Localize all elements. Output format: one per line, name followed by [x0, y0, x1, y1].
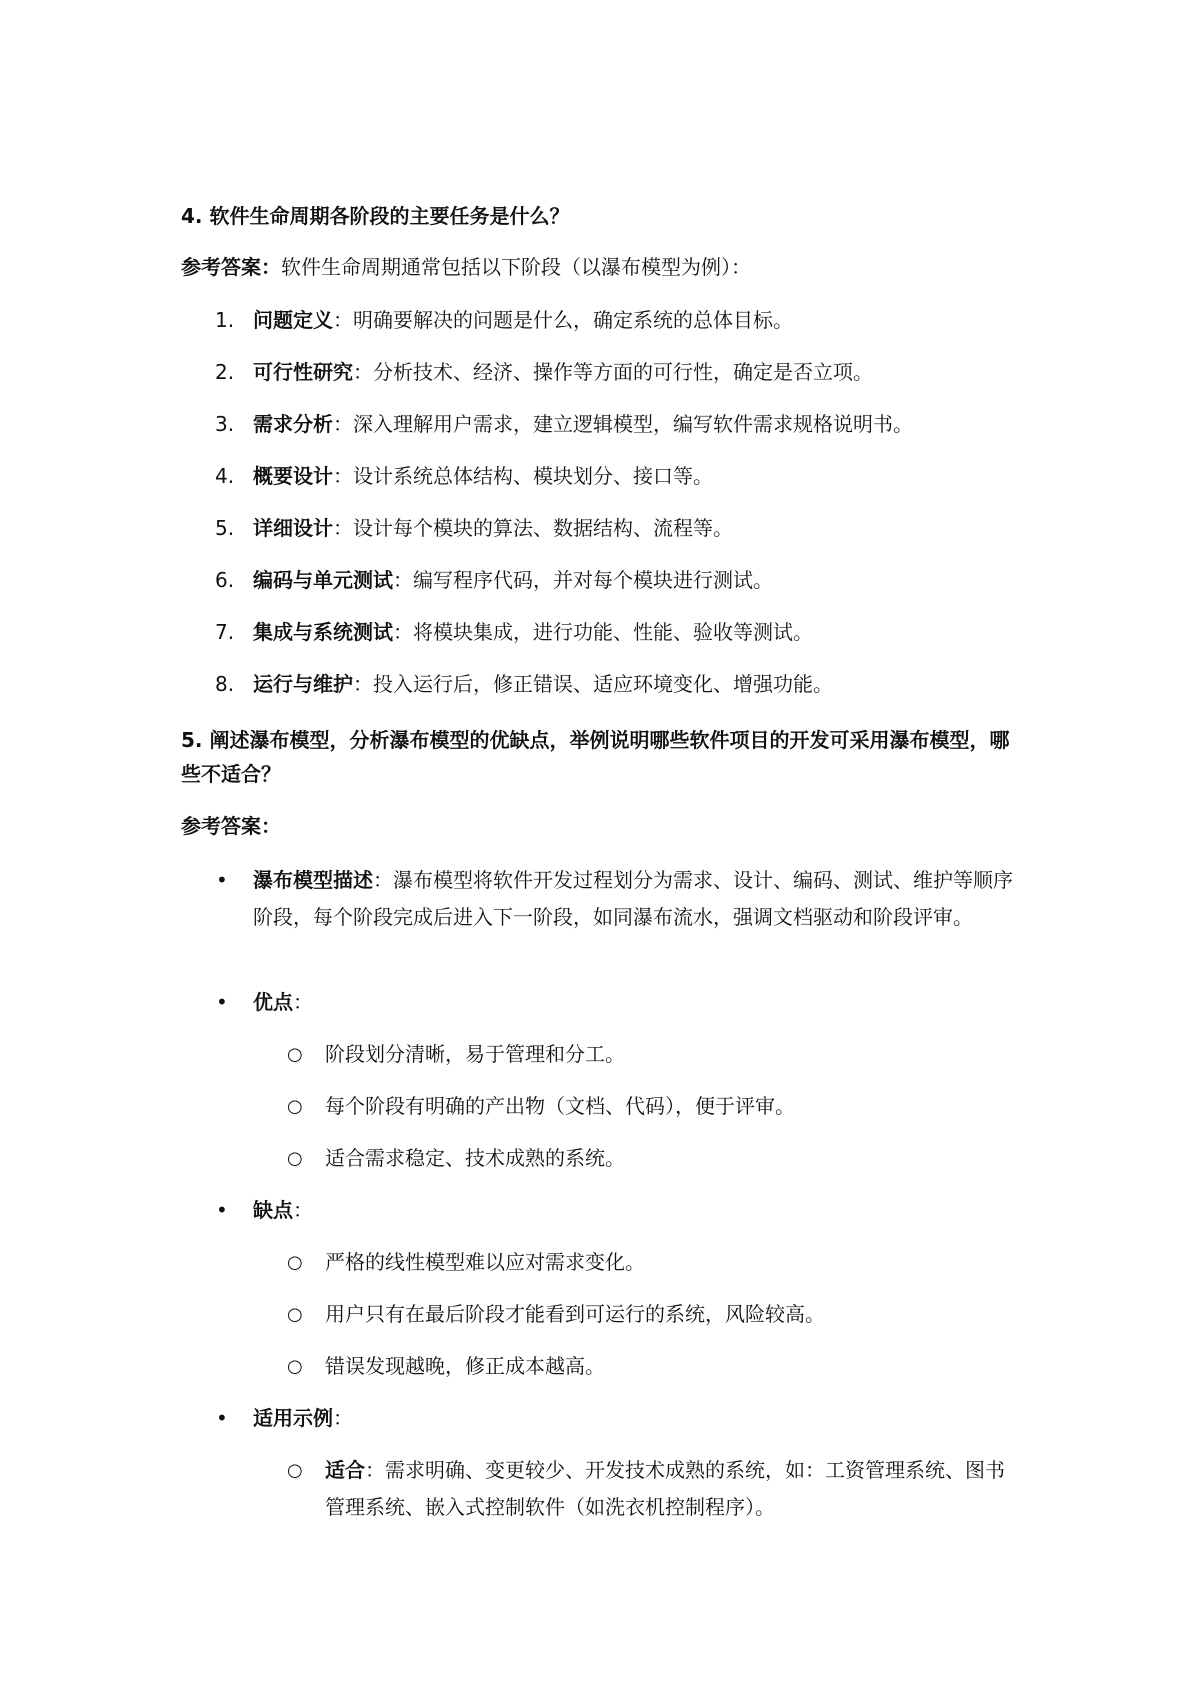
item-term: 优点 [253, 990, 293, 1014]
list-item [253, 562, 1013, 599]
list-number: 6. [215, 568, 235, 592]
list-number: 2. [215, 360, 235, 384]
list-number: 3. [215, 412, 235, 436]
bullet-icon: • [216, 1198, 228, 1222]
circle-bullet-icon: ○ [287, 1148, 303, 1169]
sub-item: 每个阶段有明确的产出物（文档、代码），便于评审。 [325, 1094, 795, 1118]
circle-bullet-icon: ○ [287, 1460, 303, 1481]
item-desc: ：设计系统总体结构、模块划分、接口等。 [333, 464, 713, 488]
list-number: 8. [215, 672, 235, 696]
circle-bullet-icon: ○ [287, 1304, 303, 1325]
item-term: 适合 [325, 1458, 365, 1482]
answer-intro: 软件生命周期通常包括以下阶段（以瀑布模型为例）： [281, 255, 751, 279]
item-term: 详细设计 [253, 516, 333, 540]
circle-bullet-icon: ○ [287, 1356, 303, 1377]
item-desc: ：设计每个模块的算法、数据结构、流程等。 [333, 516, 733, 540]
sub-item: 用户只有在最后阶段才能看到可运行的系统，风险较高。 [325, 1302, 825, 1326]
list-item [253, 1192, 1013, 1229]
circle-bullet-icon: ○ [287, 1096, 303, 1117]
list-number: 4. [215, 464, 235, 488]
list-item [253, 984, 1013, 1021]
answer-label: 参考答案： [181, 255, 281, 279]
item-term: 瀑布模型描述 [253, 868, 373, 892]
sub-item: 错误发现越晚，修正成本越高。 [325, 1354, 605, 1378]
sub-item: 适合需求稳定、技术成熟的系统。 [325, 1146, 625, 1170]
item-colon: ： [293, 990, 313, 1014]
item-desc: ：需求明确、变更较少、开发技术成熟的系统，如：工资管理系统、图书管理系统、嵌入式控制软件（如洗衣机控制程序）。 [325, 1458, 1005, 1519]
bullet-icon: • [216, 868, 228, 892]
list-item [253, 862, 1013, 936]
list-item [253, 406, 1013, 443]
item-colon: ： [333, 1406, 353, 1430]
list-item [253, 1400, 1013, 1437]
item-desc: ：将模块集成，进行功能、性能、验收等测试。 [393, 620, 813, 644]
list-item [253, 666, 1013, 703]
list-item [253, 354, 1013, 391]
question-4-title: 4. 软件生命周期各阶段的主要任务是什么？ [181, 204, 570, 228]
item-desc: ：瀑布模型将软件开发过程划分为需求、设计、编码、测试、维护等顺序阶段，每个阶段完成后进入下一阶段，如同瀑布流水，强调文档驱动和阶段评审。 [253, 868, 1013, 929]
sub-item: 阶段划分清晰，易于管理和分工。 [325, 1042, 625, 1066]
list-item [253, 510, 1013, 547]
item-colon: ： [293, 1198, 313, 1222]
circle-bullet-icon: ○ [287, 1044, 303, 1065]
item-term: 缺点 [253, 1198, 293, 1222]
list-item [253, 458, 1013, 495]
question-4-answer [181, 250, 1021, 284]
question-5-title: 5. 阐述瀑布模型，分析瀑布模型的优缺点，举例说明哪些软件项目的开发可采用瀑布模型，哪些不适合？ [181, 728, 1010, 786]
sub-item [325, 1452, 1005, 1526]
item-desc: ：分析技术、经济、操作等方面的可行性，确定是否立项。 [353, 360, 873, 384]
item-term: 概要设计 [253, 464, 333, 488]
item-desc: ：深入理解用户需求，建立逻辑模型，编写软件需求规格说明书。 [333, 412, 913, 436]
list-item [253, 614, 1013, 651]
item-term: 编码与单元测试 [253, 568, 393, 592]
item-term: 集成与系统测试 [253, 620, 393, 644]
list-number: 5. [215, 516, 235, 540]
item-term: 适用示例 [253, 1406, 333, 1430]
list-number: 1. [215, 308, 235, 332]
bullet-icon: • [216, 990, 228, 1014]
list-number: 7. [215, 620, 235, 644]
item-term: 问题定义 [253, 308, 333, 332]
sub-item: 严格的线性模型难以应对需求变化。 [325, 1250, 645, 1274]
list-item [253, 302, 1013, 339]
item-term: 可行性研究 [253, 360, 353, 384]
item-term: 需求分析 [253, 412, 333, 436]
item-term: 运行与维护 [253, 672, 353, 696]
item-desc: ：投入运行后，修正错误、适应环境变化、增强功能。 [353, 672, 833, 696]
item-desc: ：明确要解决的问题是什么，确定系统的总体目标。 [333, 308, 793, 332]
bullet-icon: • [216, 1406, 228, 1430]
circle-bullet-icon: ○ [287, 1252, 303, 1273]
question-5-answer [181, 809, 1021, 843]
answer-label: 参考答案： [181, 814, 281, 838]
item-desc: ：编写程序代码，并对每个模块进行测试。 [393, 568, 773, 592]
